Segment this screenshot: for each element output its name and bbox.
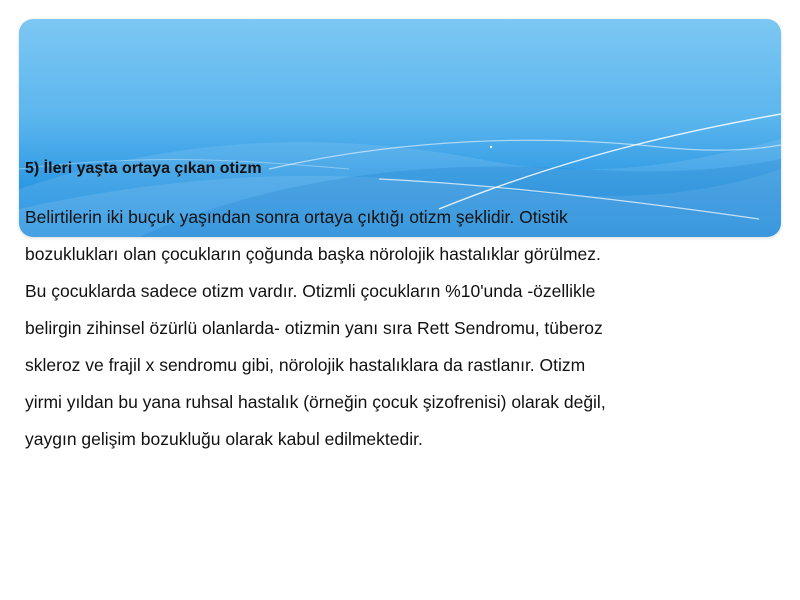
body-line: Belirtilerin iki buçuk yaşından sonra ortaya çıktığı otizm şeklidir. Otistik	[25, 207, 568, 227]
slide-heading: 5) İleri yaşta ortaya çıkan otizm	[25, 160, 262, 177]
body-line: yirmi yıldan bu yana ruhsal hastalık (örneğin çocuk şizofrenisi) olarak değil,	[25, 392, 606, 412]
body-line: Bu çocuklarda sadece otizm vardır. Otizmli çocukların %10'unda -özellikle	[25, 281, 596, 301]
body-line: belirgin zihinsel özürlü olanlarda- otizmin yanı sıra Rett Sendromu, tüberoz	[25, 318, 603, 338]
body-line: yaygın gelişim bozukluğu olarak kabul edilmektedir.	[25, 429, 423, 449]
body-line: bozuklukları olan çocukların çoğunda başka nörolojik hastalıklar görülmez.	[25, 244, 601, 264]
body-paragraph	[25, 199, 775, 458]
body-line: skleroz ve frajil x sendromu gibi, nörolojik hastalıklara da rastlanır. Otizm	[25, 355, 586, 375]
